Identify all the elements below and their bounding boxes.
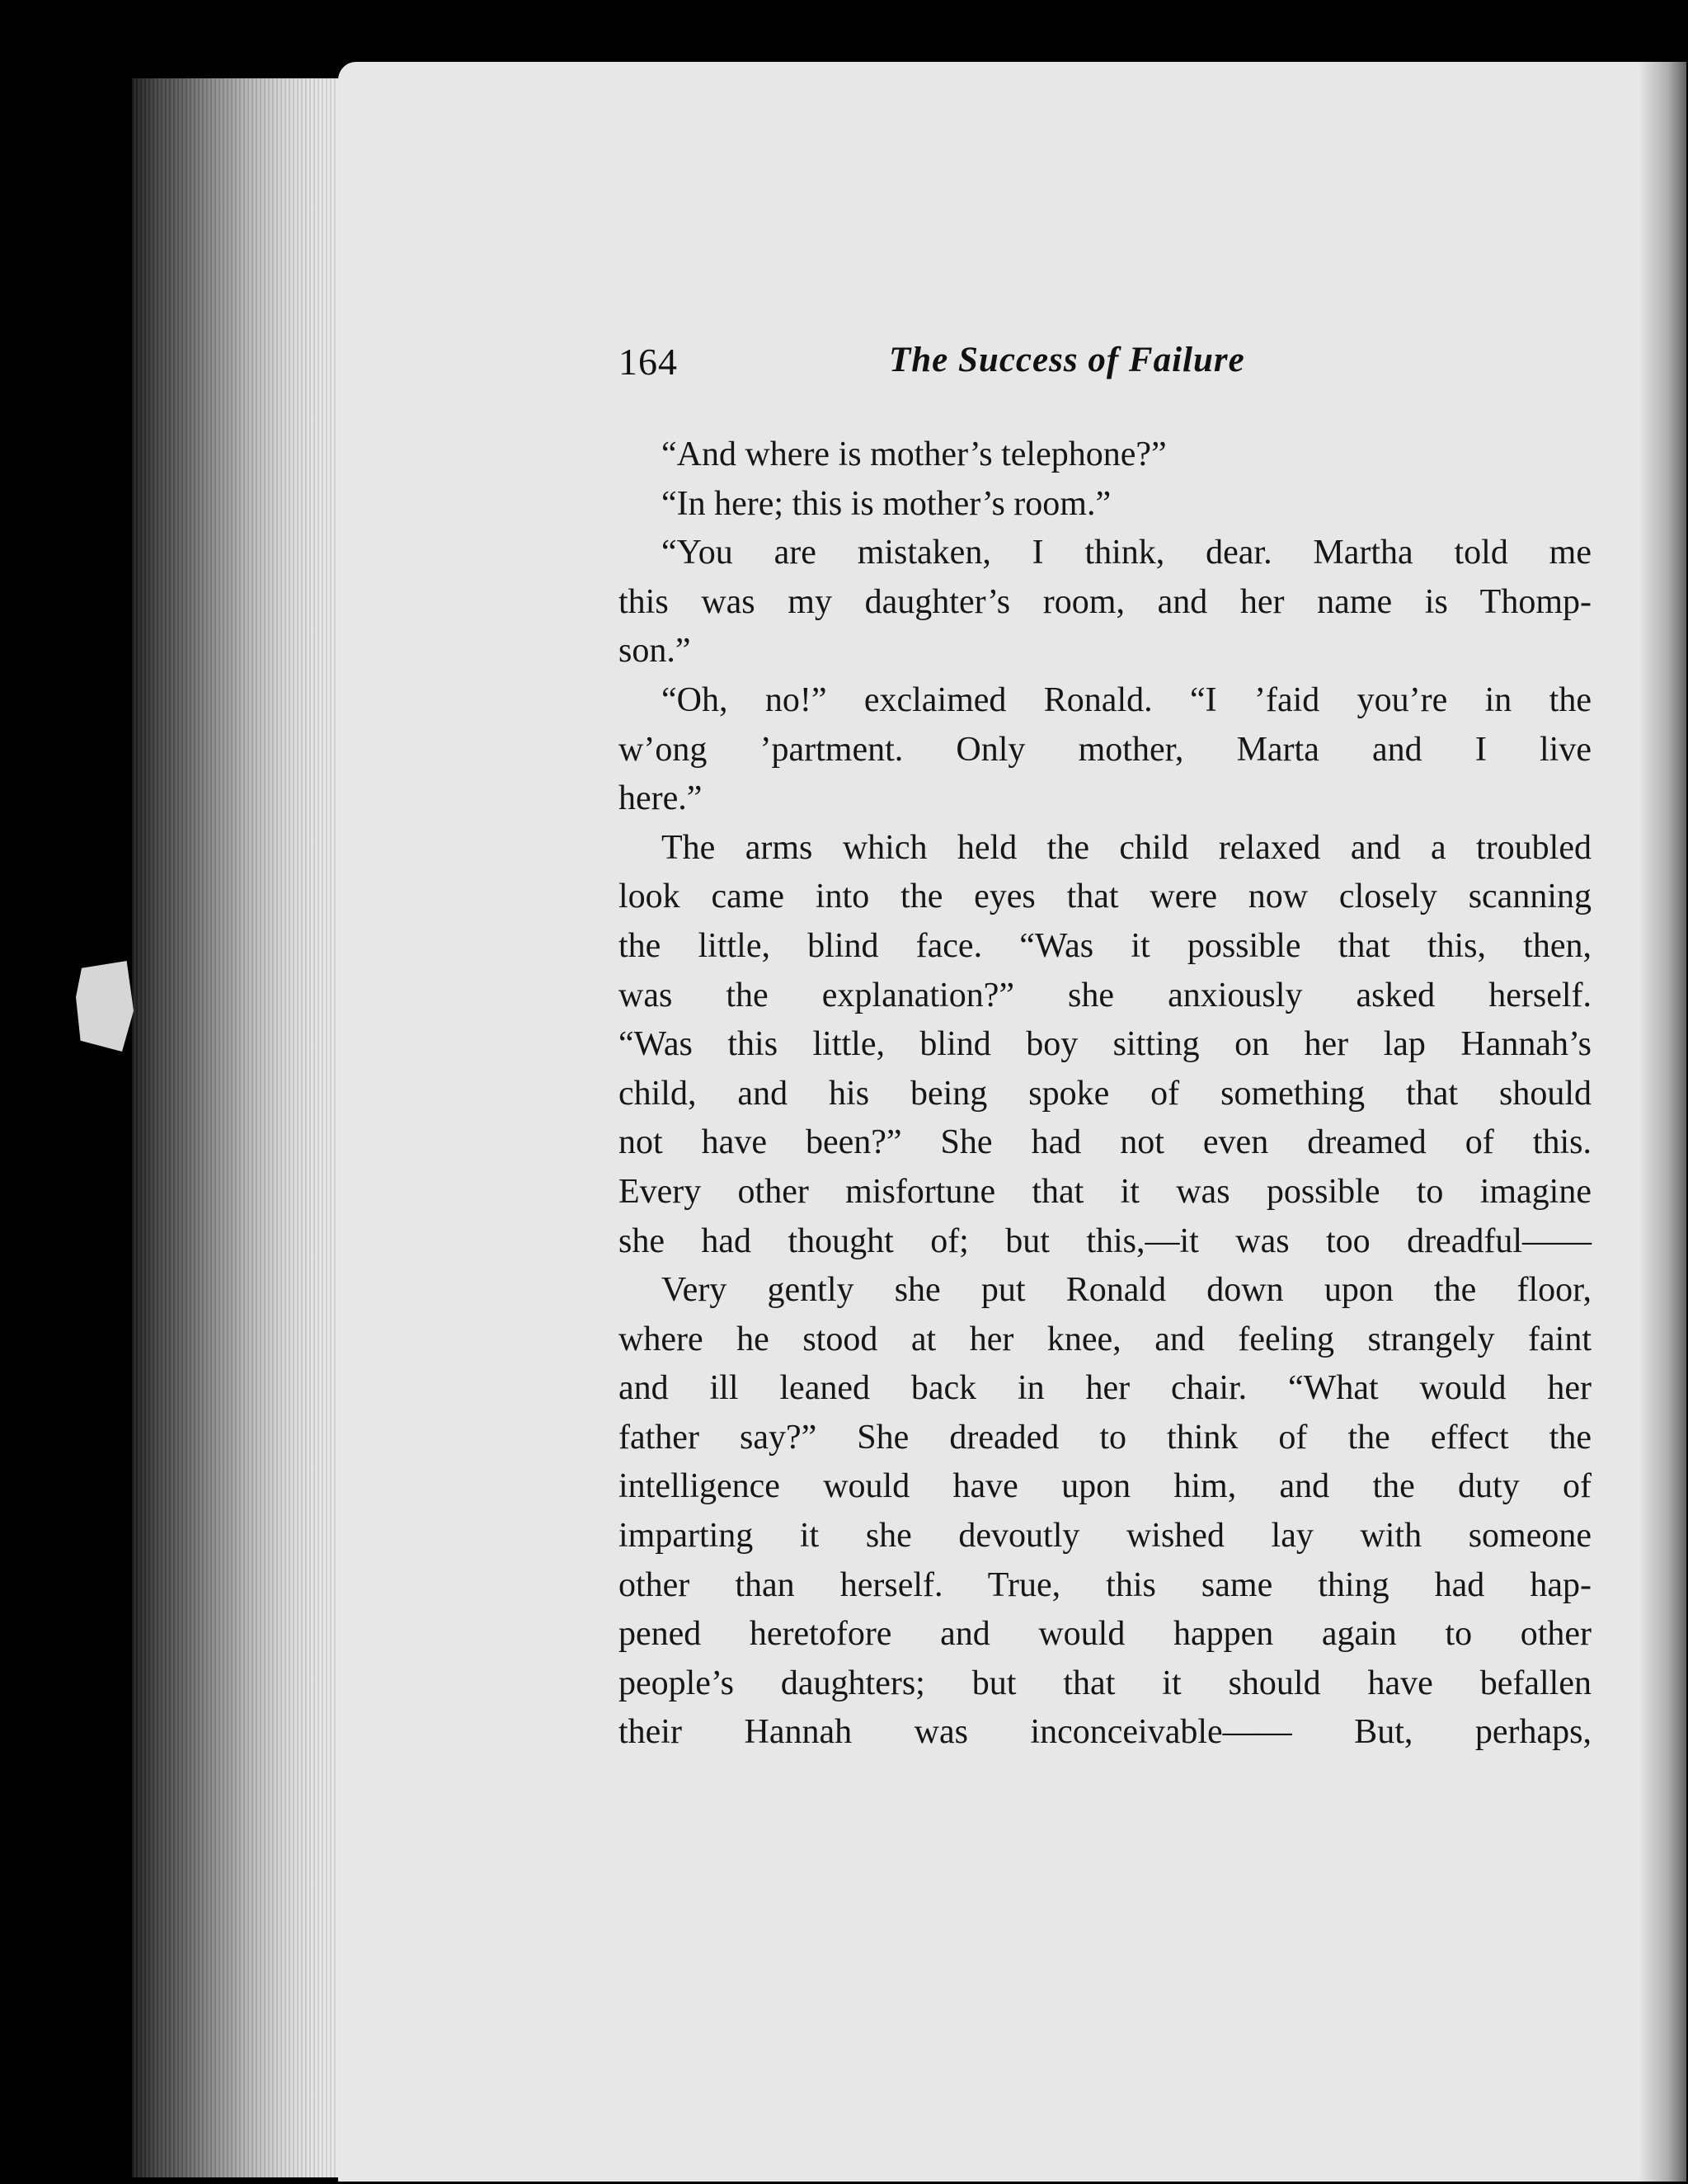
text-line: imparting it she devoutly wished lay with someone — [618, 1517, 1592, 1556]
text-line: people’s daughters; but that it should have befallen — [618, 1664, 1592, 1702]
text-line: Very gently she put Ronald down upon the floor, — [661, 1271, 1592, 1310]
body-text — [618, 431, 1592, 1758]
text-line: father say?” She dreaded to think of the effect the — [618, 1418, 1592, 1457]
text-line: The arms which held the child relaxed and a troubled — [661, 828, 1592, 867]
text-line: here.” — [618, 779, 703, 818]
text-line: pened heretofore and would happen again to other — [618, 1615, 1592, 1654]
text-line: look came into the eyes that were now closely scanning — [618, 878, 1592, 916]
text-line: “You are mistaken, I think, dear. Martha told me — [661, 534, 1592, 572]
text-line: other than herself. True, this same thing had hap- — [618, 1565, 1592, 1604]
text-line: was the explanation?” she anxiously asked herself. — [618, 976, 1592, 1014]
book-page-edges — [132, 78, 346, 2177]
text-line: the little, blind face. “Was it possible that this, then, — [618, 926, 1592, 965]
paper-tab-scrap — [76, 961, 134, 1052]
text-line: “And where is mother’s telephone?” — [661, 435, 1167, 473]
text-line: “Was this little, blind boy sitting on her lap Hannah’s — [618, 1025, 1592, 1064]
text-line: Every other misfortune that it was possible to imagine — [618, 1172, 1592, 1211]
running-title: The Success of Failure — [889, 341, 1245, 379]
text-line: she had thought of; but this,—it was too dreadful—— — [618, 1221, 1592, 1260]
text-line: not have been?” She had not even dreamed of this. — [618, 1123, 1592, 1162]
text-line: intelligence would have upon him, and the duty of — [618, 1467, 1592, 1506]
text-line: w’ong ’partment. Only mother, Marta and I live — [618, 730, 1592, 769]
text-line: “In here; this is mother’s room.” — [661, 484, 1112, 523]
text-line: where he stood at her knee, and feeling strangely faint — [618, 1320, 1592, 1358]
spine-shadow — [1639, 62, 1688, 2182]
text-line: and ill leaned back in her chair. “What would her — [618, 1369, 1592, 1408]
text-line: “Oh, no!” exclaimed Ronald. “I ’faid you’re in the — [661, 680, 1592, 719]
text-line: son.” — [618, 632, 691, 671]
text-line: this was my daughter’s room, and her name is Thomp- — [618, 582, 1592, 621]
running-head — [618, 340, 1579, 389]
text-line: child, and his being spoke of something that should — [618, 1074, 1592, 1113]
text-line: their Hannah was inconceivable—— But, perhaps, — [618, 1713, 1592, 1752]
page-number: 164 — [618, 341, 678, 383]
